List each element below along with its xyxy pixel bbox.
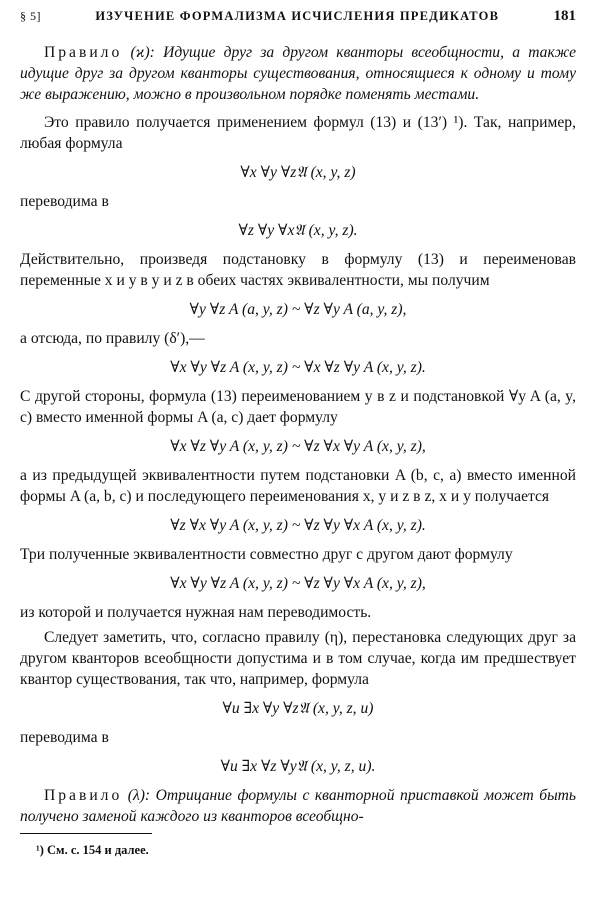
rule-lambda-name: Правило: [44, 787, 123, 804]
paragraph-7: Три полученные эквивалентности совместно друг с другом дают формулу: [20, 546, 513, 563]
paragraph-4: а отсюда, по правилу (δ′),—: [20, 330, 205, 347]
formula-5: ∀x ∀z ∀y A (x, y, z) ~ ∀z ∀x ∀y A (x, y, z),: [170, 438, 426, 455]
formula-1: ∀x ∀y ∀z𝔄 (x, y, z): [240, 164, 356, 181]
paragraph-8: из которой и получается нужная нам переводимость.: [20, 604, 372, 621]
formula-7: ∀x ∀y ∀z A (x, y, z) ~ ∀z ∀y ∀x A (x, y, z),: [170, 575, 426, 592]
rule-kappa-text: Идущие друг за другом кванторы всеобщности, а также идущие друг за другом кванторы существования, относящиеся к одному и тому же выражению, можно в произвольном порядке поменять местами.: [20, 44, 576, 103]
running-title: ИЗУЧЕНИЕ ФОРМАЛИЗМА ИСЧИСЛЕНИЯ ПРЕДИКАТОВ: [95, 9, 500, 23]
formula-6: ∀z ∀x ∀y A (x, y, z) ~ ∀z ∀y ∀x A (x, y, z).: [170, 517, 426, 534]
section-marker: § 5]: [20, 9, 41, 23]
rule-lambda: [20, 785, 576, 827]
paragraph-9: Следует заметить, что, согласно правилу (η), перестановка следующих друг за другом кванторов всеобщности допустима и в том случае, когда им предшествует квантор существования, так что, например, формула: [20, 629, 576, 688]
paragraph-5: С другой стороны, формула (13) переименованием y в z и подстановкой ∀y A (a, y, c) вместо именной формы A (a, c) дает формулу: [20, 388, 576, 426]
formula-3: ∀y ∀z A (a, y, z) ~ ∀z ∀y A (a, y, z),: [189, 301, 407, 318]
paragraph-6: а из предыдущей эквивалентности путем подстановки A (b, c, a) вместо именной формы A (a, b, c) и последующего переименования x, y и z в z, x и y получается: [20, 467, 576, 505]
rule-lambda-label: (λ):: [127, 787, 151, 804]
paragraph-10: переводима в: [20, 729, 109, 746]
formula-8: ∀u ∃x ∀y ∀z𝔄 (x, y, z, u): [222, 700, 374, 717]
paragraph-1: Это правило получается применением формул (13) и (13′) ¹). Так, например, любая формула: [20, 114, 576, 152]
footnote-divider: [20, 833, 152, 834]
formula-2: ∀z ∀y ∀x𝔄 (x, y, z).: [238, 222, 358, 239]
rule-lambda-text: Отрицание формулы с кванторной приставкой может быть получено заменой каждого из кванторов всеобщно-: [20, 787, 577, 825]
rule-kappa: [20, 42, 576, 105]
paragraph-2: переводима в: [20, 193, 109, 210]
running-header: [20, 6, 576, 32]
paragraph-3: Действительно, произведя подстановку в формулу (13) и переименовав переменные x и y в y и z в обеих частях эквивалентности, мы получим: [20, 251, 576, 289]
formula-9: ∀u ∃x ∀z ∀y𝔄 (x, y, z, u).: [220, 758, 376, 775]
rule-kappa-name: Правило: [44, 44, 123, 61]
formula-4: ∀x ∀y ∀z A (x, y, z) ~ ∀x ∀z ∀y A (x, y, z).: [170, 359, 426, 376]
footnote: ¹) См. с. 154 и далее.: [36, 843, 149, 857]
page-number: 181: [553, 8, 576, 24]
rule-kappa-label: (ϰ):: [130, 44, 155, 61]
